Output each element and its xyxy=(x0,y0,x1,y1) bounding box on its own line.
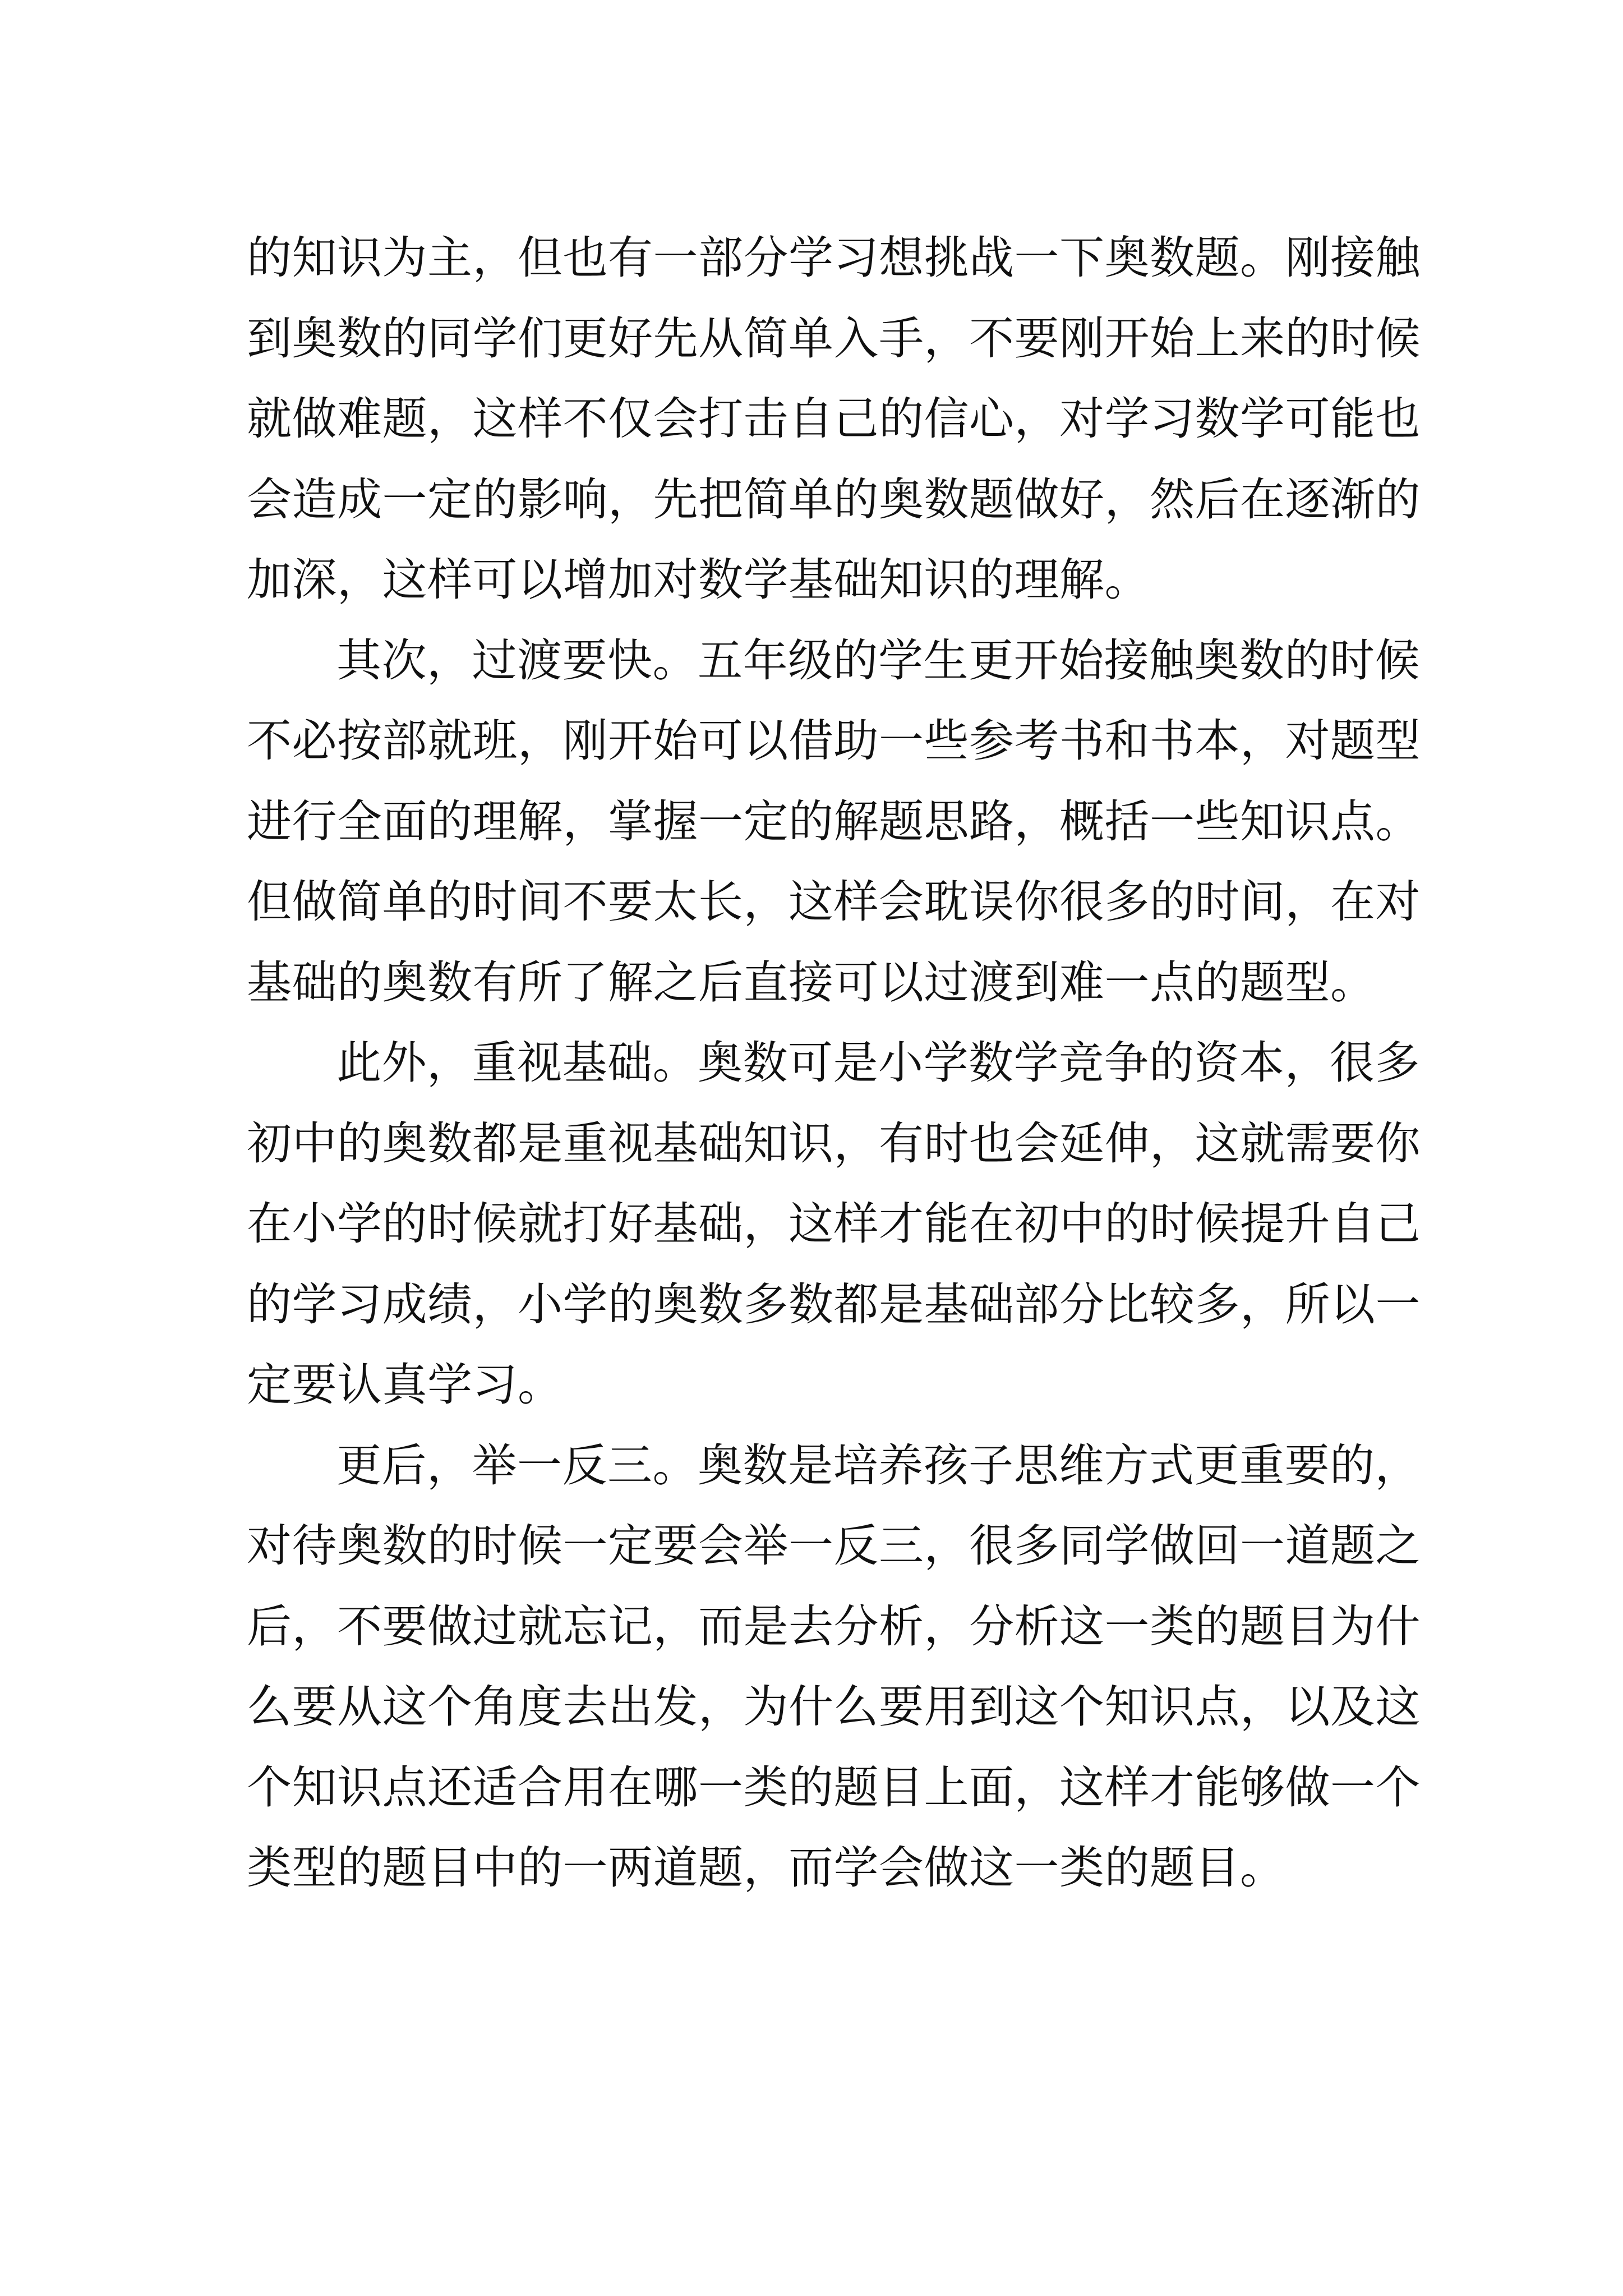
text-line: 此外，重视基础。奥数可是小学数学竞争的资本，很多 xyxy=(336,1037,1420,1089)
text-line: 个知识点还适合用在哪一类的题目上面，这样才能够做一个 xyxy=(247,1761,1421,1814)
text-line: 类型的题目中的一两道题，而学会做这一类的题目。 xyxy=(247,1842,1285,1894)
text-line: 初中的奥数都是重视基础知识，有时也会延伸，这就需要你 xyxy=(247,1117,1421,1170)
text-line: 会造成一定的影响，先把简单的奥数题做好，然后在逐渐的 xyxy=(247,473,1421,526)
text-line: 的学习成绩，小学的奥数多数都是基础部分比较多，所以一 xyxy=(247,1278,1421,1331)
document-body xyxy=(247,218,1421,1908)
text-line: 对待奥数的时候一定要会举一反三，很多同学做回一道题之 xyxy=(247,1520,1421,1572)
text-line: 就做难题，这样不仅会打击自己的信心，对学习数学可能也 xyxy=(247,393,1421,445)
text-line: 后，不要做过就忘记，而是去分析，分析这一类的题目为什 xyxy=(247,1600,1421,1653)
text-line: 不必按部就班，刚开始可以借助一些参考书和书本，对题型 xyxy=(247,715,1421,767)
text-line: 基础的奥数有所了解之后直接可以过渡到难一点的题型。 xyxy=(247,956,1376,1009)
text-line: 在小学的时候就打好基础，这样才能在初中的时候提升自己 xyxy=(247,1198,1421,1250)
text-line: 么要从这个角度去出发，为什么要用到这个知识点，以及这 xyxy=(247,1681,1421,1733)
text-line: 定要认真学习。 xyxy=(247,1359,563,1411)
text-line: 其次，过渡要快。五年级的学生更开始接触奥数的时候 xyxy=(336,634,1420,687)
text-line: 的知识为主，但也有一部分学习想挑战一下奥数题。刚接触 xyxy=(247,232,1421,284)
text-line: 但做简单的时间不要太长，这样会耽误你很多的时间，在对 xyxy=(247,876,1421,928)
text-line: 进行全面的理解，掌握一定的解题思路，概括一些知识点。 xyxy=(247,795,1421,848)
text-line: 到奥数的同学们更好先从简单入手，不要刚开始上来的时候 xyxy=(247,312,1421,365)
text-line: 更后，举一反三。奥数是培养孩子思维方式更重要的， xyxy=(336,1439,1420,1492)
text-line: 加深，这样可以增加对数学基础知识的理解。 xyxy=(247,554,1150,606)
